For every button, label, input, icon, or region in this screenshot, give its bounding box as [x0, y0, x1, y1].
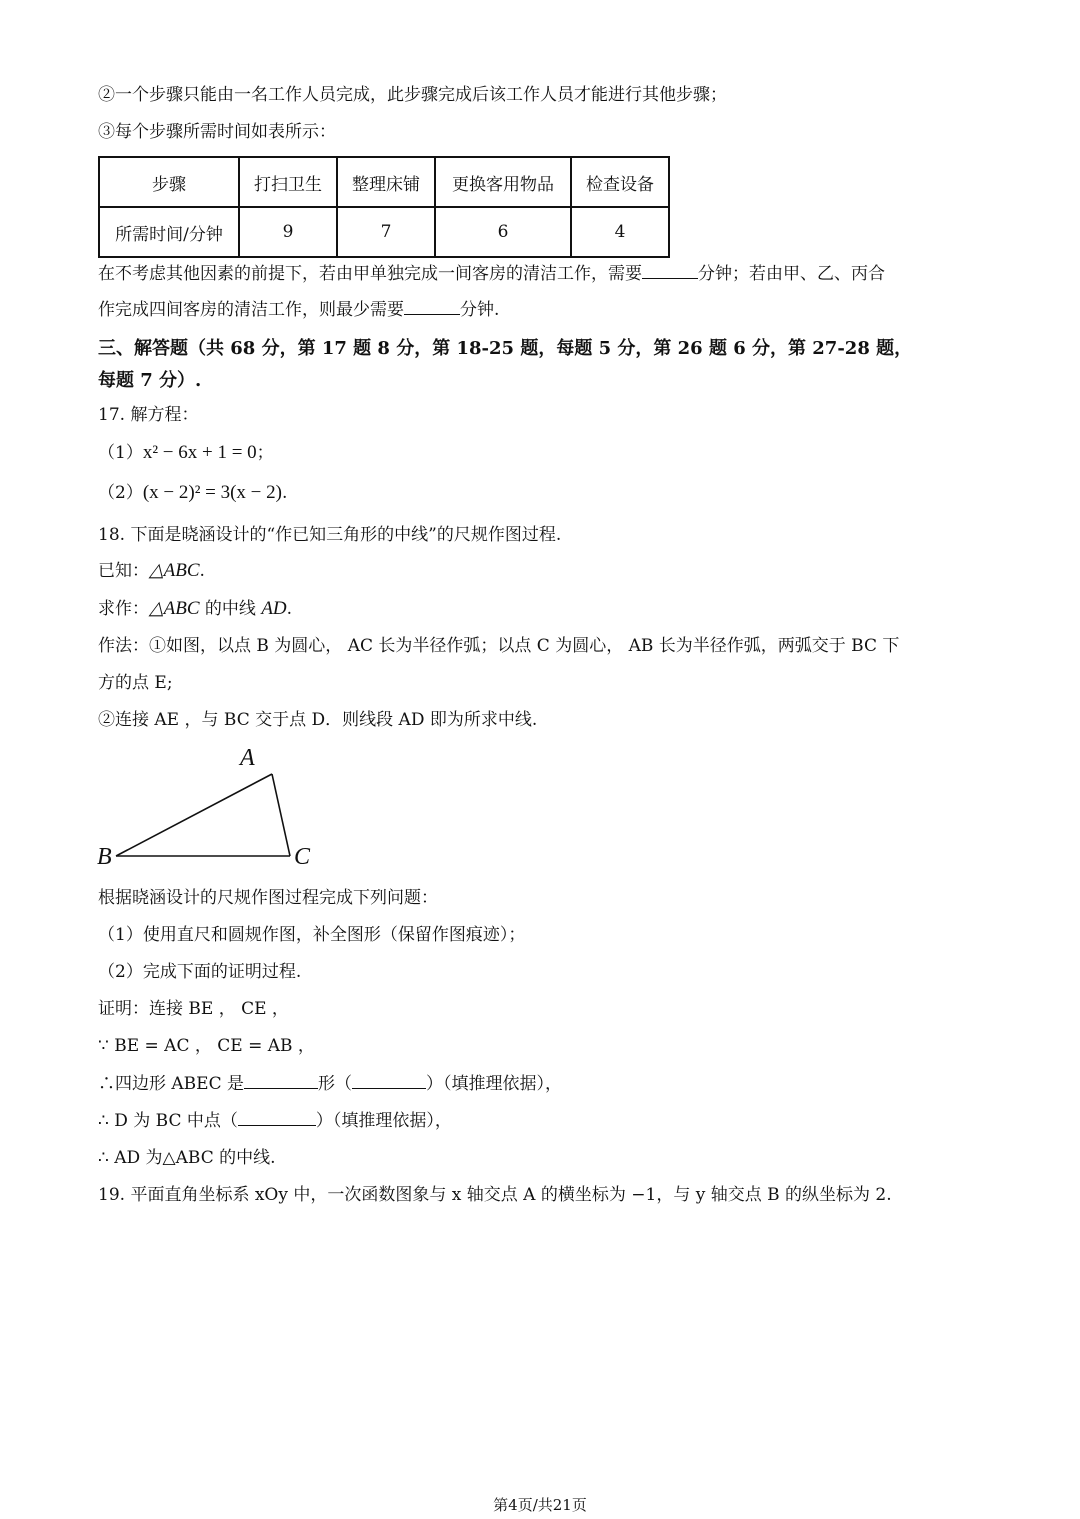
q16-text: 分钟；若由甲、乙、丙合: [698, 264, 885, 284]
table-header-cell: 步骤: [99, 157, 239, 207]
q18-method-1-cont: 方的点 E;: [98, 673, 173, 693]
proof-text: ∴四边形 ABEC 是: [98, 1074, 244, 1094]
punct: .: [281, 483, 288, 503]
q16-line-1: [98, 260, 885, 287]
equation: (x − 2)² = 3(x − 2): [142, 482, 282, 503]
table-header-row: [99, 157, 669, 207]
proof-line-2: ∵ BE = AC ， CE = AB ，: [98, 1036, 315, 1056]
answer-blank[interactable]: [244, 1070, 318, 1089]
proof-text: 形（: [318, 1074, 352, 1094]
table-header-cell: 更换客用物品: [435, 157, 571, 207]
vertex-label-a: A: [240, 745, 255, 771]
required-text: 的中线: [204, 599, 256, 619]
q16-text: 分钟.: [460, 300, 500, 320]
page-footer: 第4页/共21页: [493, 1496, 587, 1514]
q17-title: 17. 解方程：: [98, 405, 199, 425]
q18-given: [98, 558, 205, 584]
triangle-figure: [94, 740, 334, 872]
answer-blank[interactable]: [238, 1107, 316, 1126]
segment-name: AD: [261, 598, 287, 619]
q16-text: 作完成四间客房的清洁工作，则最少需要: [98, 300, 404, 320]
steps-table: [98, 156, 670, 258]
table-cell: 9: [239, 207, 337, 257]
answer-blank[interactable]: [404, 296, 460, 315]
table-cell: 6: [435, 207, 571, 257]
vertex-label-c: C: [294, 844, 311, 870]
table-header-cell: 整理床铺: [337, 157, 435, 207]
table-header-cell: 检查设备: [571, 157, 669, 207]
punct: .: [199, 561, 205, 581]
q16-text: 在不考虑其他因素的前提下，若由甲单独完成一间客房的清洁工作，需要: [98, 264, 642, 284]
section-3-heading-cont: 每题 7 分）.: [98, 370, 202, 391]
q16-line-2: [98, 296, 499, 323]
table-row: [99, 207, 669, 257]
q17-part-2: [98, 480, 287, 506]
proof-text: ∴ D 为 BC 中点（: [98, 1111, 238, 1131]
table-cell: 所需时间/分钟: [99, 207, 239, 257]
table-cell: 4: [571, 207, 669, 257]
triangle-name: △ABC: [149, 560, 200, 581]
q19-text: 19. 平面直角坐标系 xOy 中，一次函数图象与 x 轴交点 A 的横坐标为 −1，与 y 轴交点 B 的纵坐标为 2.: [98, 1185, 892, 1205]
q18-intro: 18. 下面是晓涵设计的“作已知三角形的中线”的尺规作图过程.: [98, 525, 562, 545]
table-header-cell: 打扫卫生: [239, 157, 337, 207]
proof-text: ）（填推理依据），: [426, 1074, 562, 1094]
proof-text: ）（填推理依据），: [315, 1111, 452, 1131]
side-ab: [116, 774, 272, 856]
triangle-name: △ABC: [149, 598, 200, 619]
q18-method-1: 作法：①如图，以点 B 为圆心， AC 长为半径作弧；以点 C 为圆心， AB 长为半径作弧，两弧交于 BC 下: [98, 636, 900, 656]
q18-required: [98, 596, 292, 622]
side-ac: [272, 774, 290, 856]
proof-line-4: [98, 1107, 452, 1134]
answer-blank[interactable]: [352, 1070, 426, 1089]
proof-line-3: [98, 1070, 562, 1097]
proof-line-5: ∴ AD 为△ABC 的中线.: [98, 1148, 276, 1168]
answer-blank[interactable]: [642, 260, 698, 279]
given-label: 已知：: [98, 561, 149, 581]
part-label: （2）: [98, 483, 143, 503]
punct: ；: [256, 443, 274, 463]
required-label: 求作：: [98, 599, 149, 619]
q17-part-1: [98, 440, 274, 466]
vertex-label-b: B: [97, 844, 112, 870]
table-cell: 7: [337, 207, 435, 257]
q18-method-2: ②连接 AE ，与 BC 交于点 D．则线段 AD 即为所求中线.: [98, 710, 538, 730]
rule-3: ③每个步骤所需时间如表所示：: [98, 122, 336, 142]
proof-line-1: 证明：连接 BE ， CE ，: [98, 999, 289, 1019]
punct: .: [286, 599, 293, 619]
section-3-heading: 三、解答题（共 68 分，第 17 题 8 分，第 18-25 题，每题 5 分，第 26 题 6 分，第 27-28 题，: [98, 338, 913, 359]
rule-2: ②一个步骤只能由一名工作人员完成，此步骤完成后该工作人员才能进行其他步骤；: [98, 85, 727, 105]
q18-task-2: （2）完成下面的证明过程.: [98, 962, 302, 982]
equation: x² − 6x + 1 = 0: [142, 442, 257, 463]
q18-task: 根据晓涵设计的尺规作图过程完成下列问题：: [98, 888, 438, 908]
part-label: （1）: [98, 443, 143, 463]
q18-task-1: （1）使用直尺和圆规作图，补全图形（保留作图痕迹）；: [98, 925, 526, 945]
